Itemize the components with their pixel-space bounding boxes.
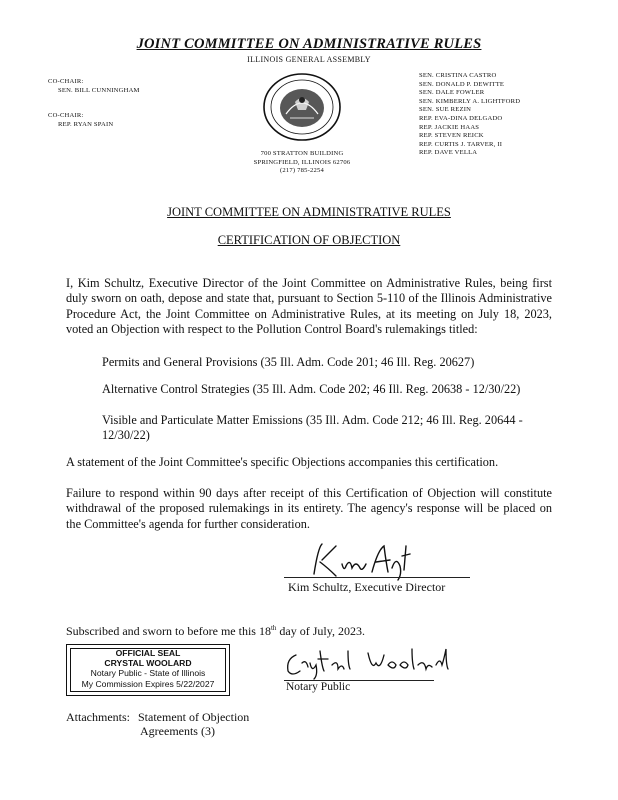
co-chairs	[48, 78, 140, 129]
state-seal-icon	[262, 72, 342, 142]
stamp-line: My Commission Expires 5/22/2027	[81, 678, 215, 689]
member: SEN. DALE FOWLER	[419, 89, 485, 97]
member: REP. EVA-DINA DELGADO	[419, 114, 503, 122]
stamp-border	[70, 648, 226, 692]
attachments	[66, 710, 249, 738]
stamp-line: Notary Public - State of Illinois	[90, 668, 206, 679]
member: REP. JACKIE HAAS	[419, 123, 480, 131]
signature-line	[284, 577, 470, 578]
committee-title: JOINT COMMITTEE ON ADMINISTRATIVE RULES	[136, 36, 482, 52]
member: SEN. CRISTINA CASTRO	[419, 72, 497, 79]
committee-address	[236, 150, 368, 176]
address-line: (217) 785-2254	[279, 167, 324, 175]
member: SEN. KIMBERLY A. LIGHTFORD	[419, 97, 521, 105]
notary-seal-stamp	[66, 644, 230, 696]
failure-paragraph: Failure to respond within 90 days after receipt of this Certification of Objection will constitute withdrawal of the proposed rulemakings in its entirety. The agency's response will be placed on the Committee's agenda for further consideration.	[66, 486, 552, 531]
address-line: 700 STRATTON BUILDING	[260, 150, 344, 157]
rulemaking-item: Visible and Particulate Matter Emissions (35 Ill. Adm. Code 212; 46 Ill. Reg. 20644 - 12/30/22)	[102, 413, 523, 443]
member: REP. CURTIS J. TARVER, II	[419, 140, 503, 148]
co-chair-label: CO-CHAIR:	[48, 78, 84, 85]
signer-name: Kim Schultz, Executive Director	[288, 580, 446, 594]
member: REP. STEVEN REICK	[419, 132, 484, 140]
document-heading: JOINT COMMITTEE ON ADMINISTRATIVE RULES	[167, 205, 451, 219]
intro-paragraph: I, Kim Schultz, Executive Director of the Joint Committee on Administrative Rules, being first duly sworn on oath, depose and state that, pursuant to Section 5-110 of the Illinois Administrative Procedure Act, the Joint Committee on Administrative Rules, at its meeting on July 18, 2023, voted an Objection with respect to the Pollution Control Board's rulemakings titled:	[66, 276, 552, 336]
assembly-subtitle: ILLINOIS GENERAL ASSEMBLY	[247, 55, 371, 64]
attachment-item: Statement of Objection	[137, 710, 250, 724]
document-subheading: CERTIFICATION OF OBJECTION	[217, 233, 401, 247]
statement-paragraph: A statement of the Joint Committee's specific Objections accompanies this certification.	[66, 455, 499, 469]
rulemaking-item: Permits and General Provisions (35 Ill. Adm. Code 201; 46 Ill. Reg. 20627)	[102, 355, 475, 369]
sworn-prefix: Subscribed and sworn to before me this 18	[66, 624, 271, 638]
co-chair-name: REP. RYAN SPAIN	[58, 120, 114, 128]
member: SEN. SUE REZIN	[419, 106, 472, 114]
rulemaking-item: Alternative Control Strategies (35 Ill. Adm. Code 202; 46 Ill. Reg. 20638 - 12/30/22)	[102, 382, 521, 396]
notary-label: Notary Public	[286, 681, 351, 693]
sworn-sup: th	[270, 624, 277, 632]
member: REP. DAVE VELLA	[419, 149, 478, 157]
address-line: SPRINGFIELD, ILLINOIS 62706	[253, 158, 351, 166]
notary-signature	[282, 645, 462, 681]
committee-members	[419, 72, 520, 158]
attachments-label: Attachments:	[66, 710, 130, 724]
stamp-line: CRYSTAL WOOLARD	[104, 658, 192, 669]
co-chair-label: CO-CHAIR:	[48, 112, 84, 120]
sworn-statement	[66, 624, 365, 639]
member: SEN. DONALD P. DEWITTE	[419, 80, 505, 88]
sworn-suffix: day of July, 2023.	[276, 624, 365, 638]
stamp-line: OFFICIAL SEAL	[115, 648, 181, 658]
co-chair-name: SEN. BILL CUNNINGHAM	[58, 86, 140, 94]
attachment-item: Agreements (3)	[140, 724, 215, 738]
